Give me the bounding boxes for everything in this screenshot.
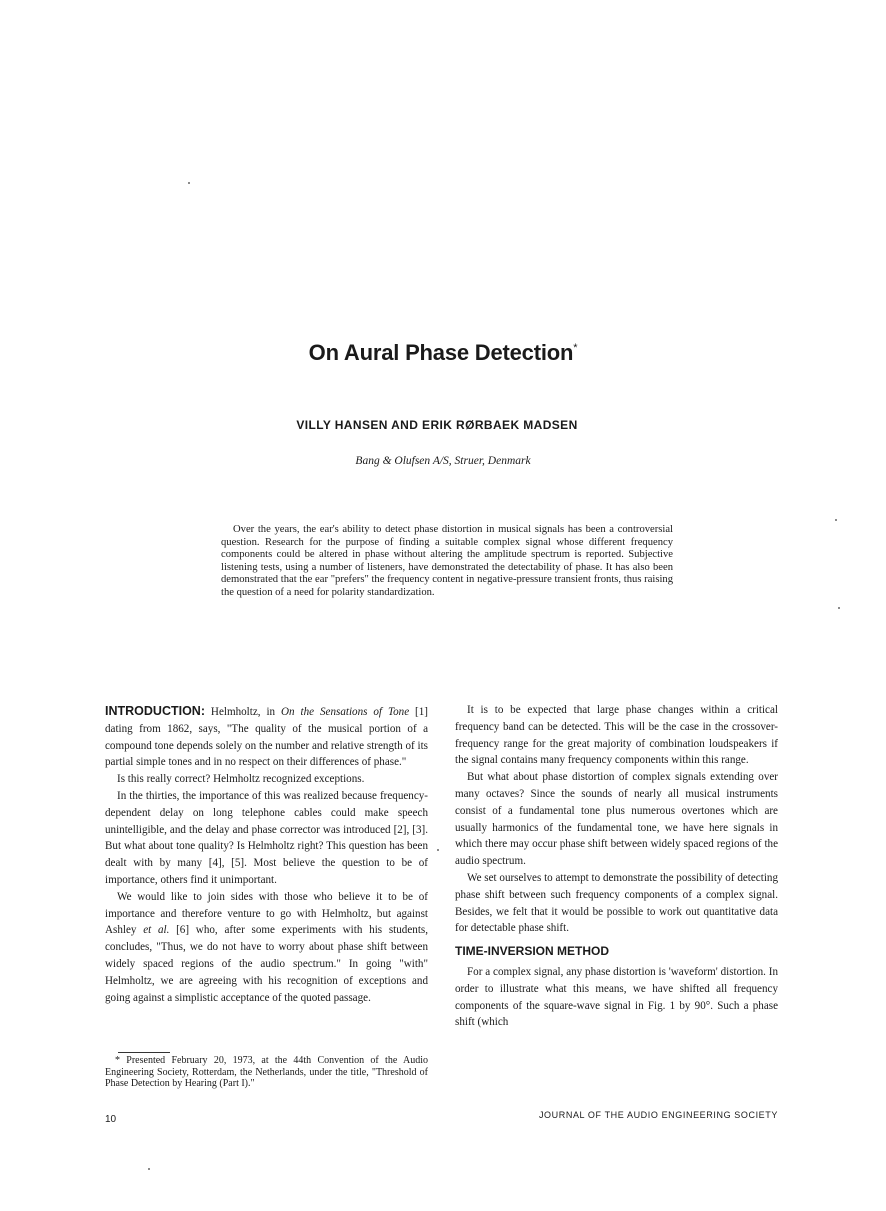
intro-p1-italic: On the Sensations of Tone [281,706,410,718]
intro-p4-b: [6] who, after some experiments with his students, concludes, "Thus, we do not have to worry about phase shift between widely spaced regions of the audio spectrum." In going "with" Helmholtz, we are agreeing with his recognition of exceptions and going against a simplistic acceptance of the quoted passage. [105,924,428,1004]
right-paragraph-4: For a complex signal, any phase distortion is 'waveform' distortion. In order to illustrate what this means, we have shifted all frequency components of the square-wave signal in Fig. 1 by 90°. Such a phase shift (which [455,965,778,1029]
page-number: 10 [105,1114,117,1125]
right-paragraph-2: But what about phase distortion of complex signals extending over many octaves? Since the sounds of nearly all musical instruments consist of a fundamental tone plus numerous overtones which are usually harmonics of the fundamental tone, we have here signals in which there may occur phase shift between widely spaced regions of the audio spectrum. [455,771,778,868]
journal-name: JOURNAL OF THE AUDIO ENGINEERING SOCIETY [538,1110,778,1120]
right-paragraph-1: It is to be expected that large phase changes within a critical frequency band can be detected. This will be the case in the crossover-frequency range for the great majority of combination loudspeakers if the signal contains many frequency components within this range. [455,704,778,767]
intro-paragraph-2: Is this really correct? Helmholtz recognized exceptions. [117,773,365,786]
scan-speck [835,519,837,521]
intro-p1-a: Helmholtz, in [205,706,282,718]
scan-speck [838,607,840,609]
intro-p1-b: [1] dating from 1862, says, "The quality of the musical portion of a compound tone depends solely on the number and relative strength of its partial simple tones and in no respect on their differences of phase." [105,706,428,769]
scan-speck [148,1168,150,1170]
scan-speck [188,182,190,184]
paper-title [0,340,886,366]
section-heading: TIME-INVERSION METHOD [455,944,610,959]
scan-speck [437,849,439,851]
paper-title-text: On Aural Phase Detection [308,340,574,365]
intro-p4-a: We would like to join sides with those who believe it to be of importance and therefore venture to go with Helmholtz, but against Ashley [105,890,428,937]
intro-p4-italic: et al. [143,924,170,937]
title-footnote-mark: * [573,342,578,354]
paper-affiliation: Bang & Olufsen A/S, Struer, Denmark [355,455,531,467]
paper-authors: VILLY HANSEN AND ERIK RØRBAEK MADSEN [296,418,578,432]
right-column [455,702,778,1031]
intro-paragraph-1 [105,703,428,771]
paper-abstract: Over the years, the ear's ability to detect phase distortion in musical signals has been a controversial question. Research for the purpose of finding a suitable complex signal whose different frequency components could be altered in phase without altering the amplitude spectrum is reported. Subjective listening tests, using a number of listeners, have demonstrated the detectability of phase. It has also been demonstrated that the ear "prefers" the frequency content in negative-pressure transient fronts, thus raising the question of a need for polarity standardization. [221,524,673,598]
intro-paragraph-3: In the thirties, the importance of this was realized because frequency-dependent delay on long telephone cables could make speech unintelligible, and the delay and phase corrector was introduced [2], [3]. But what about tone quality? Is Helmholtz right? This question has been dealt with by many [4], [5]. Most believe the question to be of importance, others find it unimportant. [105,789,428,886]
footnote-rule [118,1052,170,1053]
intro-paragraph-4 [105,889,428,1007]
intro-lead: INTRODUCTION: [105,704,205,718]
right-paragraph-3: We set ourselves to attempt to demonstrate the possibility of detecting phase shift between such frequency components of a complex signal. Besides, we felt that it would be possible to work out quantitative data for detectable phase shift. [455,871,778,935]
footnote: * Presented February 20, 1973, at the 44th Convention of the Audio Engineering Society, Rotterdam, the Netherlands, under the title, "Threshold of Phase Detection by Hearing (Part I)." [105,1055,428,1090]
left-column [105,703,428,1006]
